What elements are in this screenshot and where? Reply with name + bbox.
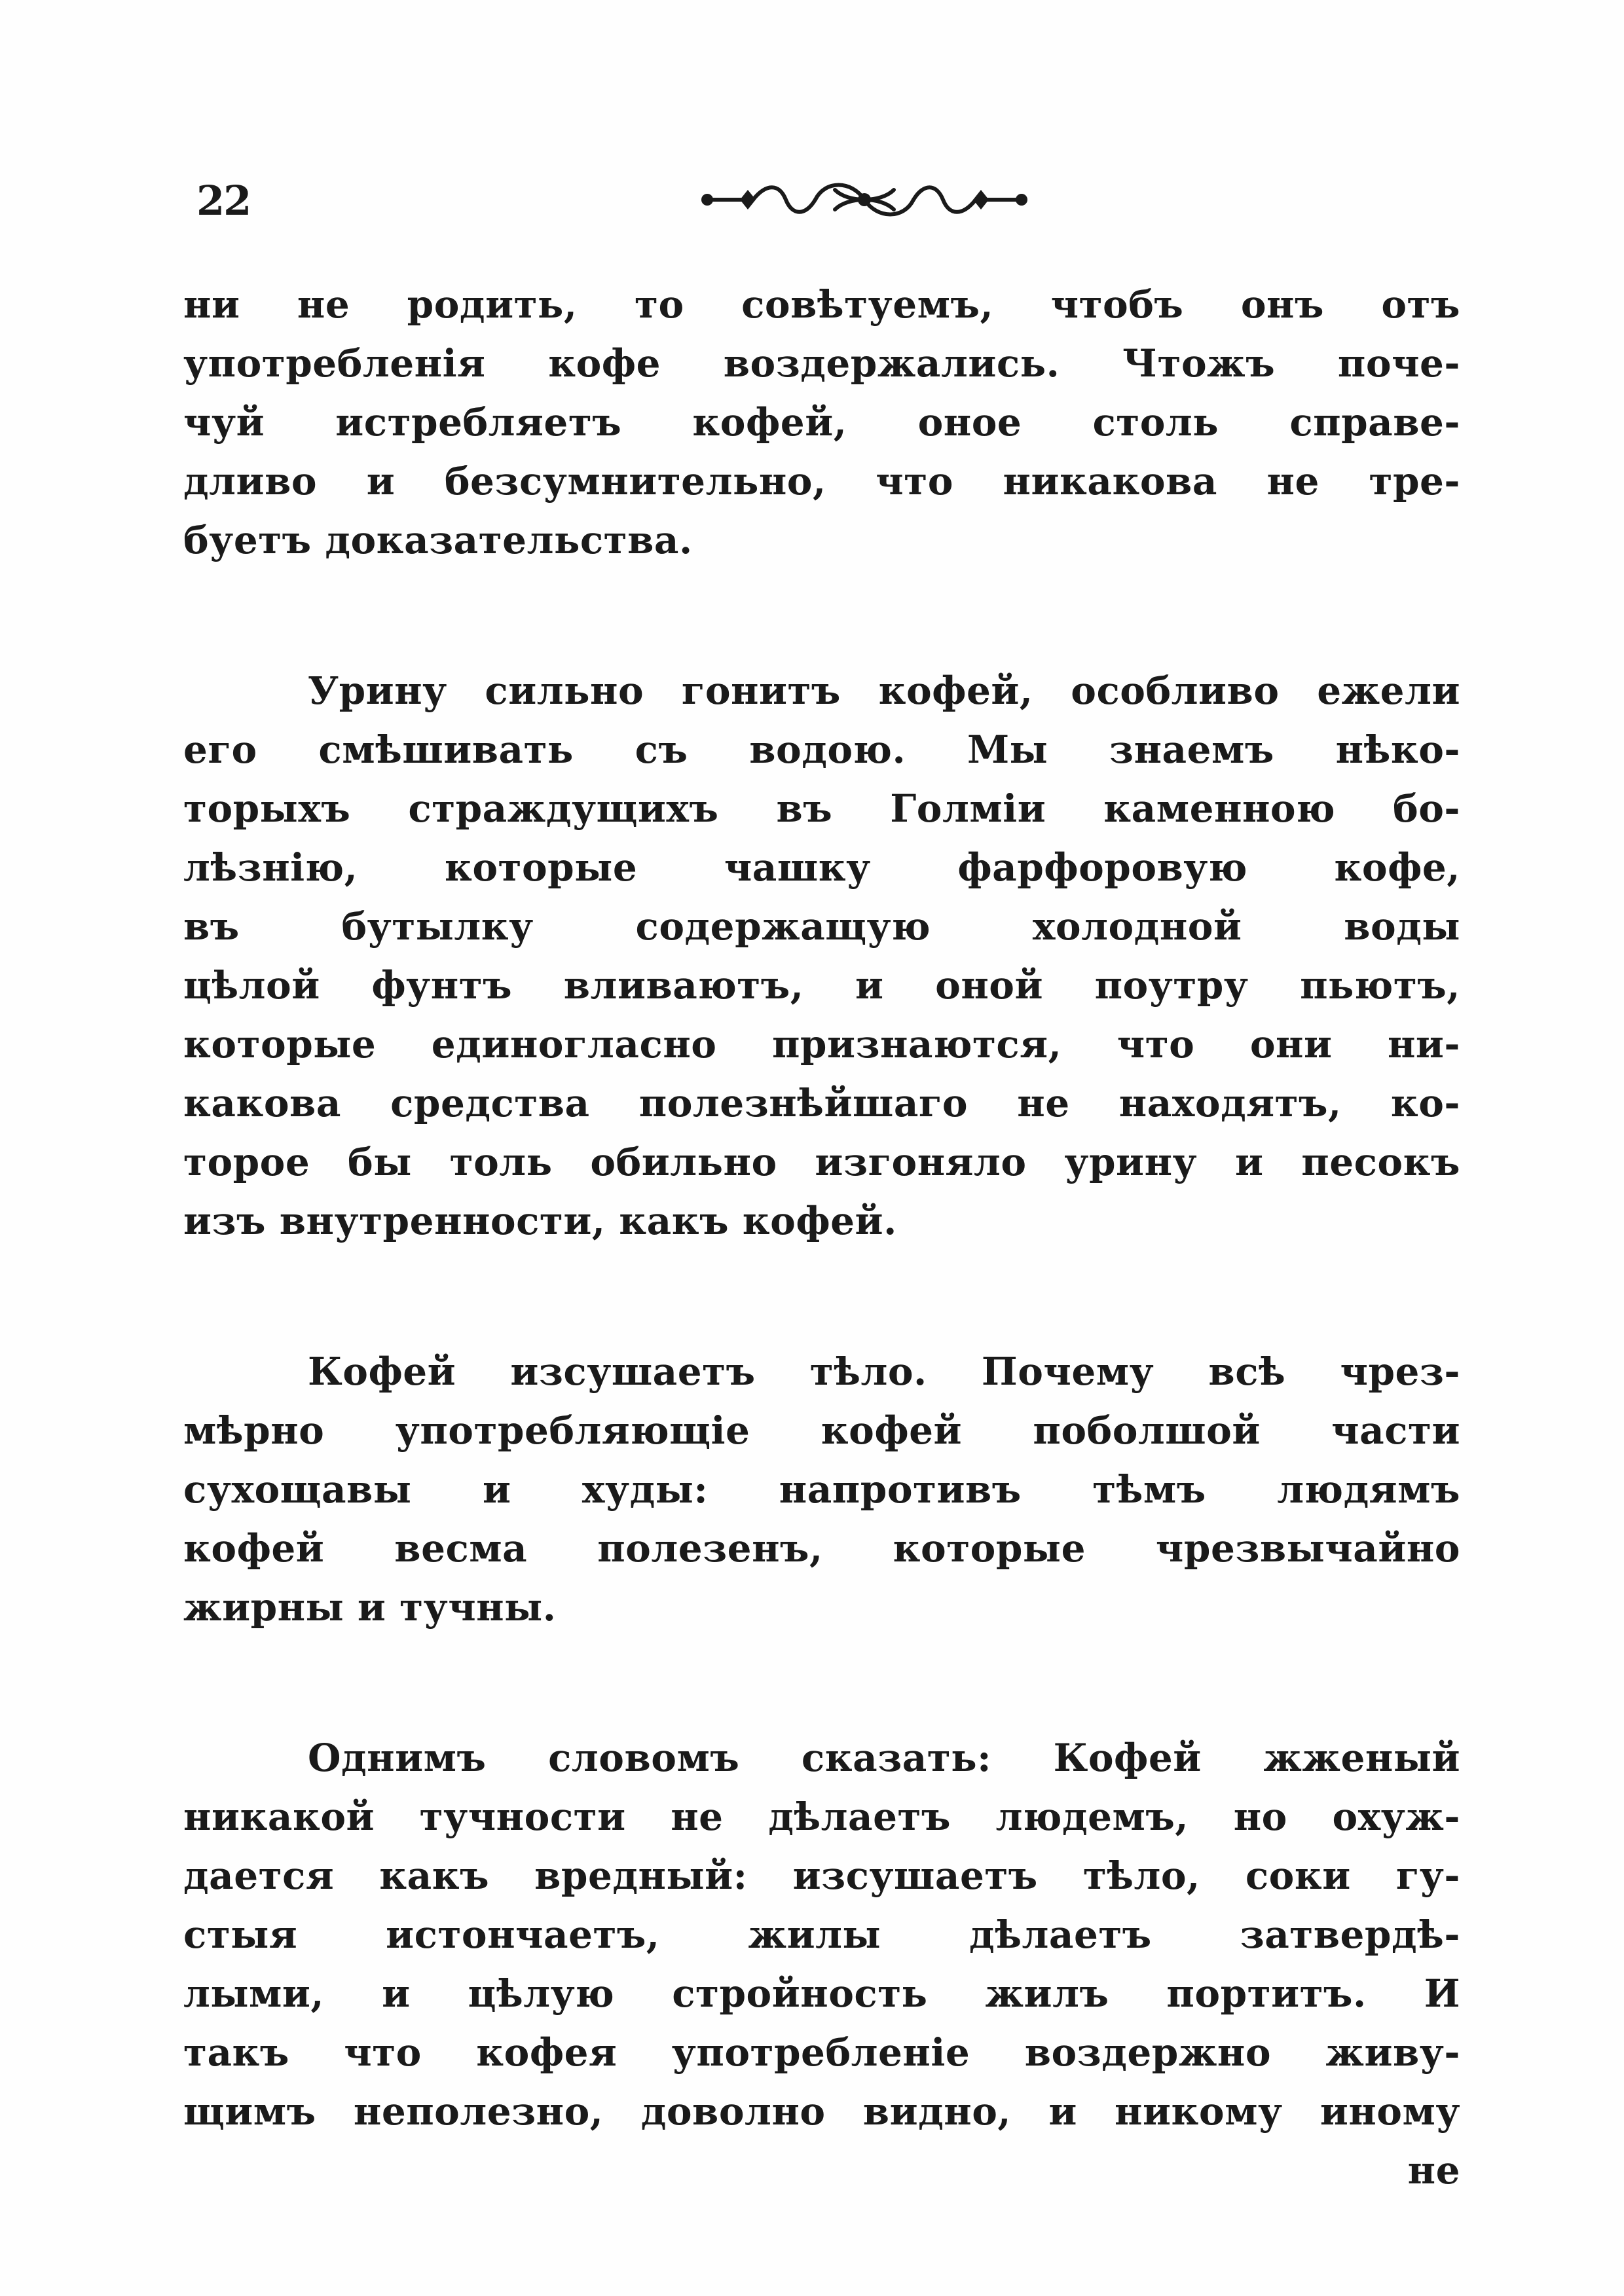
text-line: употребленія кофе воздержались. Чтожъ поче-	[183, 341, 1460, 386]
text-line: стыя истончаетъ, жилы дѣлаетъ затвердѣ-	[183, 1912, 1460, 1957]
text-line: дается какъ вредный: изсушаетъ тѣло, соки гу-	[183, 1853, 1460, 1898]
text-line: какова средства полезнѣйшаго не находятъ, ко-	[183, 1081, 1460, 1125]
catchword: не	[1407, 2148, 1460, 2193]
paragraph-2	[183, 661, 1460, 1250]
text-line: Кофей изсушаетъ тѣло. Почему всѣ чрез-	[308, 1349, 1460, 1394]
text-line: дливо и безсумнительно, что никакова не тре-	[183, 459, 1460, 503]
text-line: въ бутылку содержащую холодной воды	[183, 904, 1460, 949]
text-line: цѣлой фунтъ вливаютъ, и оной поутру пьютъ,	[183, 963, 1460, 1008]
text-line: такъ что кофея употребленіе воздержно живу-	[183, 2030, 1460, 2075]
text-line: кофей весма полезенъ, которые чрезвычайно	[183, 1526, 1460, 1571]
text-line: которые единогласно признаются, что они ни-	[183, 1022, 1460, 1066]
text-line: торое бы толь обильно изгоняло урину и песокъ	[183, 1140, 1460, 1184]
text-line: лѣзнію, которые чашку фарфоровую кофе,	[183, 845, 1460, 890]
header-ornament-icon	[694, 170, 1035, 229]
text-line: его смѣшивать съ водою. Мы знаемъ нѣко-	[183, 727, 1460, 772]
text-line: изъ внутренности, какъ кофей.	[183, 1199, 897, 1243]
paragraph-1	[183, 275, 1460, 570]
text-line: Урину сильно гонитъ кофей, особливо ежели	[308, 668, 1460, 713]
text-line: мѣрно употребляющіе кофей поболшой части	[183, 1408, 1460, 1453]
page-body	[183, 275, 1460, 2200]
text-line: Однимъ словомъ сказать: Кофей жженый	[308, 1736, 1460, 1780]
text-line: буетъ доказательства.	[183, 518, 693, 562]
text-line: лыми, и цѣлую стройность жилъ портитъ. И	[183, 1971, 1460, 2016]
page-header	[196, 170, 1460, 236]
text-line: торыхъ страждущихъ въ Голміи каменною бо-	[183, 786, 1460, 831]
text-line: сухощавы и худы: напротивъ тѣмъ людямъ	[183, 1467, 1460, 1512]
text-line: щимъ неполезно, доволно видно, и никому иному	[183, 2089, 1460, 2134]
page-number: 22	[196, 177, 251, 225]
paragraph-4	[183, 1728, 1460, 2200]
paragraph-3	[183, 1342, 1460, 1637]
text-line: ни не родить, то совѣтуемъ, чтобъ онъ отъ	[183, 282, 1460, 327]
text-line: чуй истребляетъ кофей, оное столь справе-	[183, 400, 1460, 445]
text-line: жирны и тучны.	[183, 1585, 557, 1630]
text-line: никакой тучности не дѣлаетъ людемъ, но охуж-	[183, 1795, 1460, 1839]
